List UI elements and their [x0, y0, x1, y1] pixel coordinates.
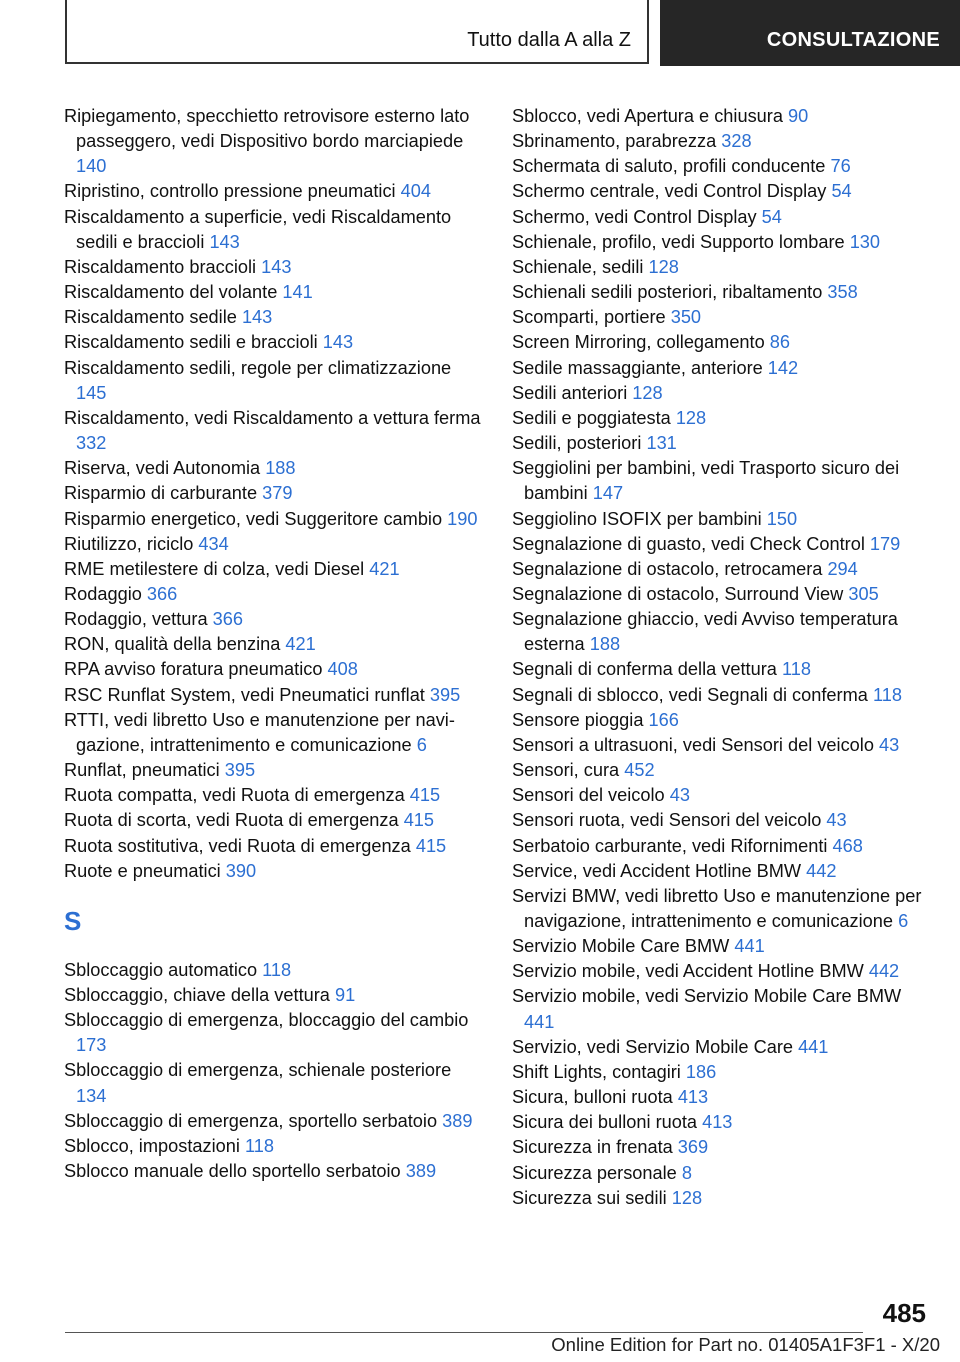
index-entry-page-link[interactable]: 442	[806, 860, 837, 881]
index-entry-text: Riscaldamento braccioli	[64, 256, 262, 277]
index-entry-text: Sbrinamento, parabrezza	[512, 131, 722, 152]
index-entry	[512, 884, 932, 934]
index-entry	[512, 783, 932, 808]
index-entry	[512, 532, 932, 557]
index-entry-page-link[interactable]: 190	[447, 508, 478, 529]
index-entry-text: Sensori ruota, vedi Sensori del veicolo	[512, 810, 827, 831]
index-entry-page-link[interactable]: 43	[878, 734, 900, 755]
index-entry-text: Ruota di scorta, vedi Ruota di emergenza	[64, 810, 404, 831]
index-entry-text: Riscaldamento sedile	[64, 307, 242, 328]
index-entry-text: Sedili, posteriori	[512, 433, 647, 454]
index-entry	[512, 356, 932, 381]
index-entry	[512, 1035, 932, 1060]
index-entry	[64, 1134, 484, 1159]
index-entry	[64, 607, 484, 632]
index-entry-text: Sedili e poggiatesta	[512, 407, 676, 428]
index-entry	[64, 179, 484, 204]
index-entry	[64, 481, 484, 506]
index-entry	[64, 808, 484, 833]
index-entry-page-link[interactable]: 441	[798, 1036, 829, 1057]
index-entry-text: RME metilestere di colza, vedi Diesel	[64, 558, 370, 579]
index-entry-page-link[interactable]: 294	[827, 558, 858, 579]
index-entry-text: Sicura dei bulloni ruota	[512, 1112, 703, 1133]
index-entry-page-link[interactable]: 179	[869, 533, 901, 554]
index-entry-text: Segnali di sblocco, vedi Segnali di conferma	[512, 684, 873, 705]
index-entry-text: Ripristino, controllo pressione pneumatici	[64, 181, 401, 202]
index-entry	[512, 456, 932, 506]
index-entry	[512, 582, 932, 607]
index-entry-page-link[interactable]: 54	[761, 206, 782, 227]
index-entry-text: Seggiolino ISOFIX per bambini	[512, 508, 767, 529]
index-entry-text: Sensore pioggia	[512, 709, 649, 730]
index-entry-page-link[interactable]: 128	[675, 407, 707, 428]
index-entry	[64, 657, 484, 682]
index-entry-page-link[interactable]: 118	[262, 959, 292, 980]
index-entry	[64, 330, 484, 355]
index-entry-text: Servizio mobile, vedi Accident Hotline BMW	[512, 961, 869, 982]
index-entry-text: Sbloccaggio di emergenza, schienale posteriore	[64, 1060, 452, 1081]
index-entry-text: Sedili anteriori	[512, 382, 633, 403]
index-entry	[512, 431, 932, 456]
index-entry	[64, 356, 484, 406]
index-entry-page-link[interactable]: 408	[327, 659, 358, 680]
index-entry-page-link[interactable]: 143	[322, 332, 354, 353]
index-entry-page-link[interactable]: 452	[624, 760, 655, 781]
index-letter-heading: S	[64, 905, 82, 936]
index-entry-text: Servizi BMW, vedi libretto Uso e manutenzione per navigazione, intrattenimento e comunicazione	[512, 885, 922, 931]
index-entry-page-link[interactable]: 390	[225, 860, 257, 881]
index-entry	[64, 507, 484, 532]
chapter-tab	[660, 0, 960, 66]
index-entry	[512, 733, 932, 758]
index-entry-page-link[interactable]: 130	[849, 231, 881, 252]
index-entry-page-link[interactable]: 186	[685, 1061, 717, 1082]
footer-divider	[65, 1332, 863, 1333]
index-entry-page-link[interactable]: 140	[76, 156, 107, 177]
index-entry	[512, 154, 932, 179]
index-entry-page-link[interactable]: 389	[405, 1161, 437, 1182]
index-entry-text: Runflat, pneumatici	[64, 760, 225, 781]
index-entry-page-link[interactable]: 6	[898, 911, 909, 931]
index-entry-page-link[interactable]: 118	[244, 1135, 274, 1156]
index-entry-page-link[interactable]: 128	[632, 382, 663, 403]
index-entry-text: Riscaldamento, vedi Riscaldamento a vettura ferma	[64, 407, 481, 428]
index-entry	[512, 104, 932, 129]
index-entry	[512, 1060, 932, 1085]
index-entry-page-link[interactable]: 142	[767, 357, 799, 378]
index-entry-page-link[interactable]: 413	[677, 1087, 709, 1108]
index-entry-text: Segnali di conferma della vettura	[512, 659, 782, 680]
section-title: Tutto dalla A alla Z	[467, 29, 631, 51]
index-entry-text: RON, qualità della benzina	[64, 634, 286, 655]
index-entry	[64, 1109, 484, 1134]
index-entry	[64, 958, 484, 983]
index-entry-page-link[interactable]: 468	[832, 835, 863, 856]
index-entry-page-link[interactable]: 128	[671, 1187, 703, 1208]
index-entry-text: Riserva, vedi Autonomia	[64, 458, 266, 479]
index-entry	[64, 834, 484, 859]
index-entry	[512, 859, 932, 884]
index-entry	[512, 507, 932, 532]
index-entry-text: Risparmio di carburante	[64, 483, 263, 504]
index-entry-page-link[interactable]: 421	[285, 634, 316, 655]
index-entry-text: Ruota compatta, vedi Ruota di emergenza	[64, 785, 410, 806]
index-entry	[512, 381, 932, 406]
index-entry-text: Service, vedi Accident Hotline BMW	[512, 860, 807, 881]
index-entry-text: Sicura, bulloni ruota	[512, 1087, 678, 1108]
index-entry	[512, 683, 932, 708]
index-entry-page-link[interactable]: 43	[669, 785, 690, 806]
index-entry-page-link[interactable]: 434	[198, 533, 229, 554]
index-entry-text: Sbloccaggio, chiave della vettura	[64, 985, 335, 1005]
index-entry	[64, 406, 484, 456]
index-entry-page-link[interactable]: 332	[76, 433, 107, 454]
index-entry-text: RSC Runflat System, vedi Pneumatici runflat	[64, 684, 430, 705]
index-entry-text: RTTI, vedi libretto Uso e manutenzione per navigazione, intrattenimento e comunicazione	[64, 709, 455, 755]
index-entry	[512, 708, 932, 733]
index-entry-page-link[interactable]: 404	[400, 181, 431, 202]
index-entry-text: Schienale, profilo, vedi Supporto lombare	[512, 231, 850, 252]
index-entry	[64, 582, 484, 607]
index-entry-text: Segnalazione di ostacolo, Surround View	[512, 583, 849, 604]
index-entry-text: Sbloccaggio di emergenza, bloccaggio del cambio	[64, 1010, 469, 1031]
index-entry-text: Sicurezza personale	[512, 1162, 682, 1183]
index-entry-page-link[interactable]: 389	[442, 1110, 473, 1131]
index-entry	[512, 808, 932, 833]
chapter-title: CONSULTAZIONE	[766, 29, 940, 51]
index-entry-page-link[interactable]: 134	[76, 1085, 107, 1106]
index-entry	[512, 607, 932, 657]
index-entry-page-link[interactable]: 76	[830, 156, 851, 177]
index-entry-text: Sensori, cura	[512, 760, 625, 781]
footer-edition-text: Online Edition for Part no. 01405A1F3F1 - X/20	[551, 1334, 940, 1355]
index-entry	[512, 1085, 932, 1110]
index-entry	[512, 255, 932, 280]
index-entry	[512, 834, 932, 859]
index-entry-page-link[interactable]: 118	[781, 659, 811, 680]
index-entry-text: Seggiolini per bambini, vedi Trasporto sicuro dei bambini	[512, 458, 900, 504]
index-entry-page-link[interactable]: 8	[681, 1162, 692, 1183]
index-entry	[64, 859, 484, 884]
index-entry	[512, 934, 932, 959]
index-entry-page-link[interactable]: 415	[409, 785, 441, 806]
index-entry-text: Schienali sedili posteriori, ribaltamento	[512, 282, 828, 303]
index-entry	[64, 1159, 484, 1184]
index-entry	[512, 758, 932, 783]
index-entry-text: Sicurezza sui sedili	[512, 1187, 672, 1208]
index-entry-page-link[interactable]: 90	[788, 106, 809, 126]
index-entry-page-link[interactable]: 147	[592, 483, 624, 504]
index-entry	[512, 1110, 932, 1135]
index-entry-text: Sblocco, impostazioni	[64, 1135, 245, 1156]
index-entry-page-link[interactable]: 328	[721, 131, 752, 152]
index-entry	[512, 1186, 932, 1211]
index-entry-text: Risparmio energetico, vedi Suggeritore cambio	[64, 508, 448, 529]
index-entry	[64, 1008, 484, 1058]
index-entry-text: Scomparti, portiere	[512, 307, 671, 328]
index-entry	[512, 406, 932, 431]
index-entry-text: Shift Lights, contagiri	[512, 1061, 686, 1082]
index-entry-text: Segnalazione ghiaccio, vedi Avviso temperatura esterna	[512, 609, 898, 655]
index-entry-page-link[interactable]: 395	[429, 684, 461, 705]
index-entry-text: Screen Mirroring, collegamento	[512, 332, 770, 353]
index-entry-page-link[interactable]: 358	[827, 282, 858, 303]
index-entry-page-link[interactable]: 173	[76, 1035, 107, 1056]
index-entry	[64, 104, 484, 179]
index-entry-text: Riscaldamento del volante	[64, 282, 283, 303]
index-entry-text: Sblocco manuale dello sportello serbatoio	[64, 1161, 406, 1182]
index-entry-page-link[interactable]: 415	[415, 835, 447, 856]
index-entry-text: Ruota sostitutiva, vedi Ruota di emergenza	[64, 835, 416, 856]
index-entry-page-link[interactable]: 128	[648, 256, 679, 277]
index-entry-text: Serbatoio carburante, vedi Rifornimenti	[512, 835, 833, 856]
index-entry	[64, 456, 484, 481]
index-entry-page-link[interactable]: 150	[766, 508, 798, 529]
index-entry-page-link[interactable]: 143	[209, 231, 240, 252]
index-entry	[512, 557, 932, 582]
index-entry	[512, 657, 932, 682]
index-entry-text: Rodaggio	[64, 583, 147, 604]
index-entry-page-link[interactable]: 145	[76, 382, 107, 403]
section-tab	[65, 0, 649, 64]
index-entry	[64, 983, 484, 1008]
index-entry-text: Sbloccaggio di emergenza, sportello serbatoio	[64, 1110, 443, 1131]
index-entry	[64, 205, 484, 255]
index-entry-text: Schienale, sedili	[512, 256, 649, 277]
index-entry-text: Schermo centrale, vedi Control Display	[512, 181, 832, 202]
index-entry-text: Sblocco, vedi Apertura e chiusura	[512, 106, 788, 126]
index-entry-page-link[interactable]: 415	[403, 810, 435, 831]
index-entry	[64, 632, 484, 657]
index-entry-text: Riutilizzo, riciclo	[64, 533, 199, 554]
index-entry-page-link[interactable]: 441	[524, 1011, 555, 1032]
index-entry-text: Servizio mobile, vedi Servizio Mobile Care BMW	[512, 986, 902, 1007]
index-entry	[64, 532, 484, 557]
index-entry	[512, 1161, 932, 1186]
index-entry-text: RPA avviso foratura pneumatico	[64, 659, 328, 680]
index-entry-page-link[interactable]: 413	[702, 1112, 733, 1133]
index-entry-text: Riscaldamento sedili, regole per climatizzazione	[64, 357, 452, 378]
index-entry-text: Sbloccaggio automatico	[64, 959, 263, 980]
index-entry	[512, 280, 932, 305]
index-entry	[512, 179, 932, 204]
index-entry-page-link[interactable]: 366	[146, 583, 178, 604]
index-entry-page-link[interactable]: 395	[224, 760, 256, 781]
index-entry-page-link[interactable]: 305	[848, 583, 879, 604]
index-entry-page-link[interactable]: 54	[831, 181, 852, 202]
index-entry-page-link[interactable]: 91	[334, 985, 356, 1005]
index-entry-text: Sedile massaggiante, anteriore	[512, 357, 768, 378]
index-entry	[64, 708, 484, 758]
index-entry-page-link[interactable]: 86	[769, 332, 791, 353]
index-entry-text: Sensori del veicolo	[512, 785, 670, 806]
index-entry-page-link[interactable]: 379	[262, 483, 293, 504]
index-entry-text: Schermo, vedi Control Display	[512, 206, 762, 227]
index-entry-text: Ruote e pneumatici	[64, 860, 226, 881]
index-entry-page-link[interactable]: 421	[369, 558, 400, 579]
index-entry-page-link[interactable]: 143	[261, 256, 292, 277]
index-entry-text: Sensori a ultrasuoni, vedi Sensori del veicolo	[512, 734, 879, 755]
index-entry-text: Riscaldamento sedili e braccioli	[64, 332, 323, 353]
index-entry-text: Segnalazione di guasto, vedi Check Control	[512, 533, 870, 554]
index-entry-text: Segnalazione di ostacolo, retrocamera	[512, 558, 828, 579]
index-entry-page-link[interactable]: 188	[265, 458, 296, 479]
index-entry	[64, 758, 484, 783]
index-entry-page-link[interactable]: 442	[868, 961, 900, 982]
index-entry-page-link[interactable]: 143	[241, 307, 273, 328]
index-entry	[512, 959, 932, 984]
index-entry	[512, 984, 932, 1034]
index-entry	[64, 255, 484, 280]
index-entry	[512, 129, 932, 154]
index-entry-page-link[interactable]: 350	[670, 307, 702, 328]
index-entry-page-link[interactable]: 369	[677, 1137, 709, 1158]
index-entry-page-link[interactable]: 366	[212, 609, 243, 630]
index-entry	[512, 305, 932, 330]
index-entry-text: Rodaggio, vettura	[64, 609, 213, 630]
index-entry-page-link[interactable]: 118	[872, 684, 902, 705]
index-entry	[64, 1058, 484, 1108]
index-entry	[64, 557, 484, 582]
index-entry	[64, 683, 484, 708]
index-entry-page-link[interactable]: 141	[282, 282, 313, 303]
index-entry	[512, 330, 932, 355]
index-entry-page-link[interactable]: 166	[648, 709, 679, 730]
index-entry	[64, 783, 484, 808]
index-entry-page-link[interactable]: 43	[826, 810, 847, 831]
index-entry-text: Servizio, vedi Servizio Mobile Care	[512, 1036, 799, 1057]
index-entry-text: Sicurezza in frenata	[512, 1137, 678, 1158]
index-entry-text: Schermata di saluto, profili conducente	[512, 156, 831, 177]
index-entry-page-link[interactable]: 188	[589, 634, 621, 655]
index-entry-page-link[interactable]: 6	[416, 734, 427, 755]
index-entry	[64, 280, 484, 305]
page-header	[0, 0, 960, 66]
index-entry	[512, 230, 932, 255]
index-entry-text: Ripiegamento, specchietto retrovisore esterno lato passeggero, vedi Dispositivo bordo marciapiede	[64, 106, 470, 152]
index-entry-text: Servizio Mobile Care BMW	[512, 936, 735, 957]
index-entry-page-link[interactable]: 441	[734, 936, 765, 957]
index-entry	[64, 305, 484, 330]
index-entry-text: Riscaldamento a superficie, vedi Riscaldamento sedili e braccioli	[64, 206, 452, 252]
index-column-right	[512, 104, 932, 1211]
index-entry	[512, 205, 932, 230]
index-entry-page-link[interactable]: 131	[646, 433, 677, 454]
index-column-left	[64, 104, 484, 1184]
page-number: 485	[882, 1298, 926, 1328]
index-entry	[512, 1135, 932, 1160]
